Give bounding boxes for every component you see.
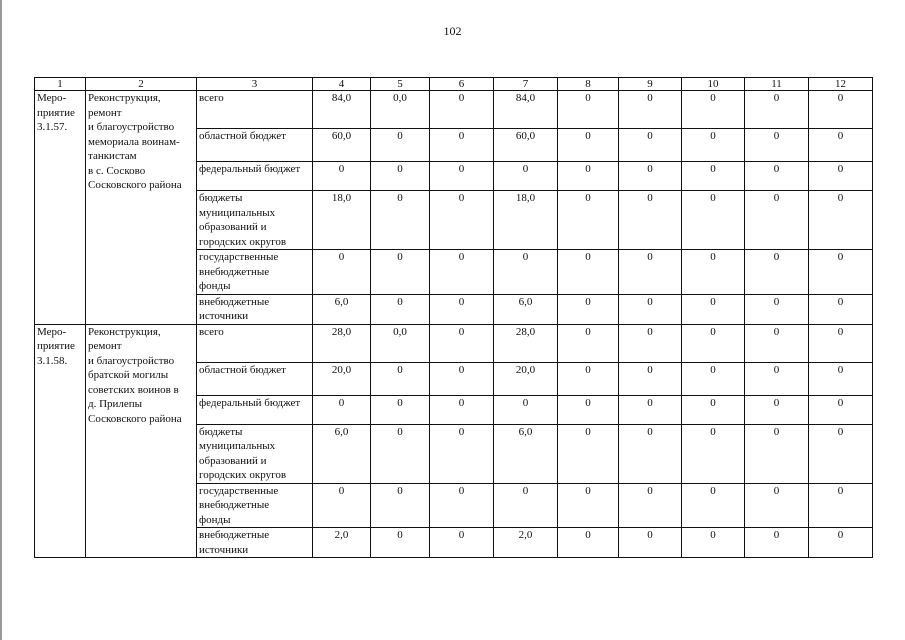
item-name-line: мемориала воинам- [88,135,180,148]
funding-source-line: городских округов [199,469,287,481]
value-cell: 0 [558,362,619,395]
item-name-line: д. Прилепы [88,398,143,410]
column-header: 1 [35,78,86,91]
budget-table [34,77,873,558]
value-cell: 0 [619,191,682,250]
value-cell: 0 [682,362,745,395]
value-cell: 0 [809,395,873,424]
value-cell: 0 [371,250,430,295]
item-id-cell [35,324,86,558]
item-name-line: советских воинов в [88,383,179,396]
funding-source-cell [197,362,313,395]
value-cell: 0 [619,424,682,483]
item-id-line: приятие [37,106,75,119]
value-cell: 0 [371,162,430,191]
value-cell: 0 [682,424,745,483]
value-cell: 0 [619,324,682,362]
item-id-line: Меро- [37,92,67,104]
funding-source-line: внебюджетные [199,265,270,278]
item-name-line: Сосковского района [88,179,182,191]
value-cell: 0 [313,162,371,191]
value-cell: 0 [682,129,745,162]
item-name-line: Сосковского района [88,412,182,425]
column-header: 2 [86,78,197,91]
funding-source-line: внебюджетные [199,529,270,541]
value-cell: 0 [558,162,619,191]
funding-source-line: внебюджетные [199,295,270,308]
value-cell: 0 [371,362,430,395]
column-header: 9 [619,78,682,91]
value-cell: 0 [558,250,619,295]
funding-source-cell [197,250,313,295]
value-cell: 0 [682,191,745,250]
value-cell: 0 [745,129,809,162]
value-cell: 0 [558,424,619,483]
value-cell: 0 [809,129,873,162]
value-cell: 0 [809,483,873,528]
funding-source-line: государственные [199,484,279,497]
funding-source-line: источники [199,543,249,556]
value-cell: 0 [682,162,745,191]
value-cell: 0 [619,129,682,162]
value-cell: 0 [745,162,809,191]
value-cell: 0 [619,362,682,395]
value-cell: 0 [430,324,494,362]
value-cell: 28,0 [313,324,371,362]
value-cell: 0 [745,528,809,558]
value-cell: 0 [313,250,371,295]
value-cell: 0 [430,483,494,528]
value-cell: 0 [745,91,809,129]
value-cell: 6,0 [313,294,371,324]
value-cell: 0 [619,250,682,295]
value-cell: 0 [809,362,873,395]
value-cell: 0 [809,294,873,324]
value-cell: 0 [809,528,873,558]
funding-source-line: всего [199,325,224,338]
funding-source-line: областной бюджет [199,130,286,142]
funding-source-line: бюджеты [199,192,243,204]
item-name-line: ремонт [88,106,122,119]
value-cell: 0 [430,294,494,324]
value-cell: 0 [558,129,619,162]
value-cell: 20,0 [494,362,558,395]
value-cell: 0 [494,162,558,191]
column-header: 4 [313,78,371,91]
funding-source-cell [197,483,313,528]
value-cell: 0 [494,483,558,528]
value-cell: 0 [371,483,430,528]
value-cell: 0 [430,395,494,424]
value-cell: 60,0 [313,129,371,162]
funding-source-line: всего [199,92,224,104]
funding-source-line: городских округов [199,235,287,248]
funding-source-cell [197,294,313,324]
item-id-line: приятие [37,340,75,352]
value-cell: 0 [430,250,494,295]
value-cell: 0 [619,528,682,558]
item-id-cell [35,91,86,325]
value-cell: 84,0 [494,91,558,129]
item-id-line: 3.1.58. [37,354,68,367]
value-cell: 0 [313,395,371,424]
value-cell: 0 [619,162,682,191]
value-cell: 6,0 [494,294,558,324]
item-name-line: ремонт [88,340,122,352]
funding-source-line: федеральный бюджет [199,396,301,409]
value-cell: 0 [430,162,494,191]
column-header: 5 [371,78,430,91]
value-cell: 0 [745,294,809,324]
value-cell: 0 [558,483,619,528]
funding-source-cell [197,91,313,129]
value-cell: 0 [745,395,809,424]
funding-source-line: фонды [199,280,231,292]
value-cell: 0 [682,324,745,362]
item-name-line: танкистам [88,150,137,162]
value-cell: 0 [745,324,809,362]
item-name-cell [86,91,197,325]
item-name-line: братской могилы [88,369,169,381]
item-name-line: в с. Сосково [88,164,146,177]
column-header: 6 [430,78,494,91]
value-cell: 20,0 [313,362,371,395]
value-cell: 28,0 [494,324,558,362]
value-cell: 0 [619,294,682,324]
column-header: 12 [809,78,873,91]
funding-source-line: федеральный бюджет [199,163,301,175]
value-cell: 0 [430,91,494,129]
funding-source-line: муниципальных [199,440,276,452]
value-cell: 60,0 [494,129,558,162]
value-cell: 0 [809,162,873,191]
column-header: 7 [494,78,558,91]
item-name-line: и благоустройство [88,354,175,367]
value-cell: 0 [809,91,873,129]
funding-source-cell [197,162,313,191]
column-header: 8 [558,78,619,91]
value-cell: 0 [619,483,682,528]
value-cell: 0 [745,424,809,483]
value-cell: 0 [430,362,494,395]
value-cell: 0 [745,483,809,528]
item-name-line: и благоустройство [88,121,175,133]
value-cell: 0 [558,324,619,362]
value-cell: 0 [745,191,809,250]
value-cell: 0 [682,395,745,424]
funding-source-cell [197,424,313,483]
item-id-line: 3.1.57. [37,121,68,133]
funding-source-line: государственные [199,251,279,263]
item-id-line: Меро- [37,325,67,338]
page-number: 102 [443,24,462,38]
value-cell: 0 [745,362,809,395]
item-name-line: Реконструкция, [88,325,161,338]
funding-source-line: муниципальных [199,206,276,219]
funding-source-line: источники [199,310,249,322]
value-cell: 0 [809,424,873,483]
value-cell: 0 [619,91,682,129]
column-header: 10 [682,78,745,91]
value-cell: 0 [430,528,494,558]
value-cell: 84,0 [313,91,371,129]
funding-source-cell [197,324,313,362]
value-cell: 0 [313,483,371,528]
value-cell: 6,0 [313,424,371,483]
value-cell: 6,0 [494,424,558,483]
funding-source-cell [197,191,313,250]
value-cell: 0 [809,324,873,362]
funding-source-line: бюджеты [199,425,243,438]
value-cell: 0 [430,424,494,483]
value-cell: 2,0 [494,528,558,558]
value-cell: 0 [371,191,430,250]
funding-source-cell [197,129,313,162]
value-cell: 0 [558,294,619,324]
value-cell: 0 [371,294,430,324]
value-cell: 0 [558,91,619,129]
value-cell: 0 [682,528,745,558]
value-cell: 0 [745,250,809,295]
value-cell: 0,0 [371,91,430,129]
header-row [35,78,873,91]
item-name-line: Реконструкция, [88,92,161,104]
page-edge-line [0,0,2,640]
value-cell: 0 [558,395,619,424]
value-cell: 0 [371,129,430,162]
funding-source-line: образований и [199,454,267,467]
funding-source-line: внебюджетные [199,499,270,511]
value-cell: 0 [371,528,430,558]
value-cell: 0 [809,250,873,295]
funding-source-line: фонды [199,513,231,526]
funding-source-line: областной бюджет [199,363,286,376]
value-cell: 18,0 [494,191,558,250]
value-cell: 0,0 [371,324,430,362]
value-cell: 0 [558,191,619,250]
value-cell: 0 [494,250,558,295]
table-row [35,91,873,129]
table-row [35,324,873,362]
value-cell: 2,0 [313,528,371,558]
value-cell: 0 [682,91,745,129]
value-cell: 0 [682,294,745,324]
column-header: 3 [197,78,313,91]
value-cell: 0 [371,395,430,424]
value-cell: 0 [809,191,873,250]
value-cell: 0 [371,424,430,483]
funding-source-line: образований и [199,221,267,233]
value-cell: 18,0 [313,191,371,250]
funding-source-cell [197,528,313,558]
value-cell: 0 [619,395,682,424]
column-header: 11 [745,78,809,91]
funding-source-cell [197,395,313,424]
value-cell: 0 [430,129,494,162]
value-cell: 0 [430,191,494,250]
item-name-cell [86,324,197,558]
value-cell: 0 [682,483,745,528]
value-cell: 0 [558,528,619,558]
value-cell: 0 [494,395,558,424]
value-cell: 0 [682,250,745,295]
table-body [35,91,873,558]
